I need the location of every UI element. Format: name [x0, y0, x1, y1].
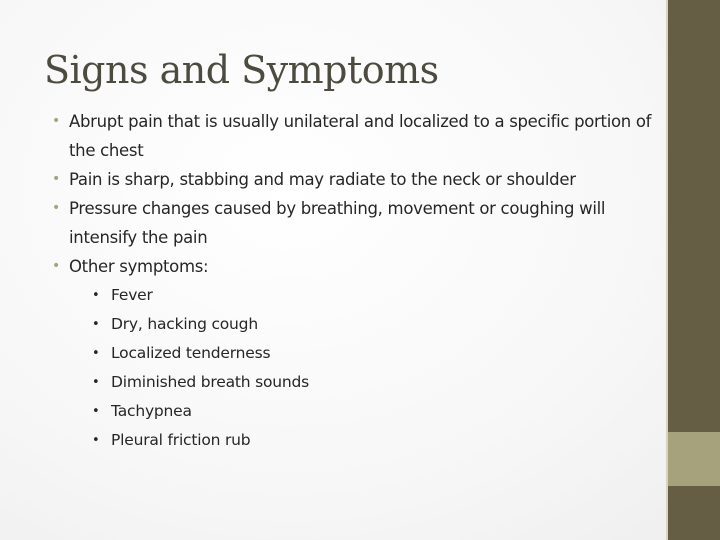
- sub-bullet-dot-icon: •: [92, 288, 100, 303]
- bullet-text: Other symptoms:: [69, 257, 209, 276]
- sub-bullet-list: [69, 281, 652, 455]
- sub-bullet-text: Localized tenderness: [111, 344, 271, 362]
- bullet-dot-icon: •: [52, 200, 60, 216]
- sub-bullet-text: Diminished breath sounds: [111, 373, 310, 391]
- sub-bullet-text: Pleural friction rub: [111, 431, 251, 449]
- sub-bullet-item: [69, 281, 652, 310]
- sub-bullet-item: [69, 426, 652, 455]
- bullet-list: [52, 107, 652, 455]
- sub-bullet-item: [69, 339, 652, 368]
- slide-title: Signs and Symptoms: [44, 48, 439, 92]
- bullet-item: [52, 165, 652, 194]
- bullet-text: Pain is sharp, stabbing and may radiate to the neck or shoulder: [69, 170, 576, 189]
- sub-bullet-text: Tachypnea: [111, 402, 192, 420]
- sub-bullet-item: [69, 397, 652, 426]
- sub-bullet-text: Fever: [111, 286, 153, 304]
- sub-bullet-dot-icon: •: [92, 317, 100, 332]
- sub-bullet-dot-icon: •: [92, 375, 100, 390]
- bullet-text: Pressure changes caused by breathing, movement or coughing will intensify the pain: [69, 199, 606, 247]
- sub-bullet-item: [69, 368, 652, 397]
- sub-bullet-text: Dry, hacking cough: [111, 315, 258, 333]
- bullet-item: [52, 107, 652, 165]
- sub-bullet-item: [69, 310, 652, 339]
- bullet-dot-icon: •: [52, 113, 60, 129]
- bullet-item: [52, 252, 652, 455]
- bullet-item: [52, 194, 652, 252]
- sub-bullet-dot-icon: •: [92, 433, 100, 448]
- sub-bullet-dot-icon: •: [92, 404, 100, 419]
- bullet-dot-icon: •: [52, 258, 60, 274]
- sub-bullet-dot-icon: •: [92, 346, 100, 361]
- bullet-dot-icon: •: [52, 171, 60, 187]
- sidebar-accent-block: [668, 432, 720, 486]
- bullet-text: Abrupt pain that is usually unilateral and localized to a specific portion of the chest: [69, 112, 652, 160]
